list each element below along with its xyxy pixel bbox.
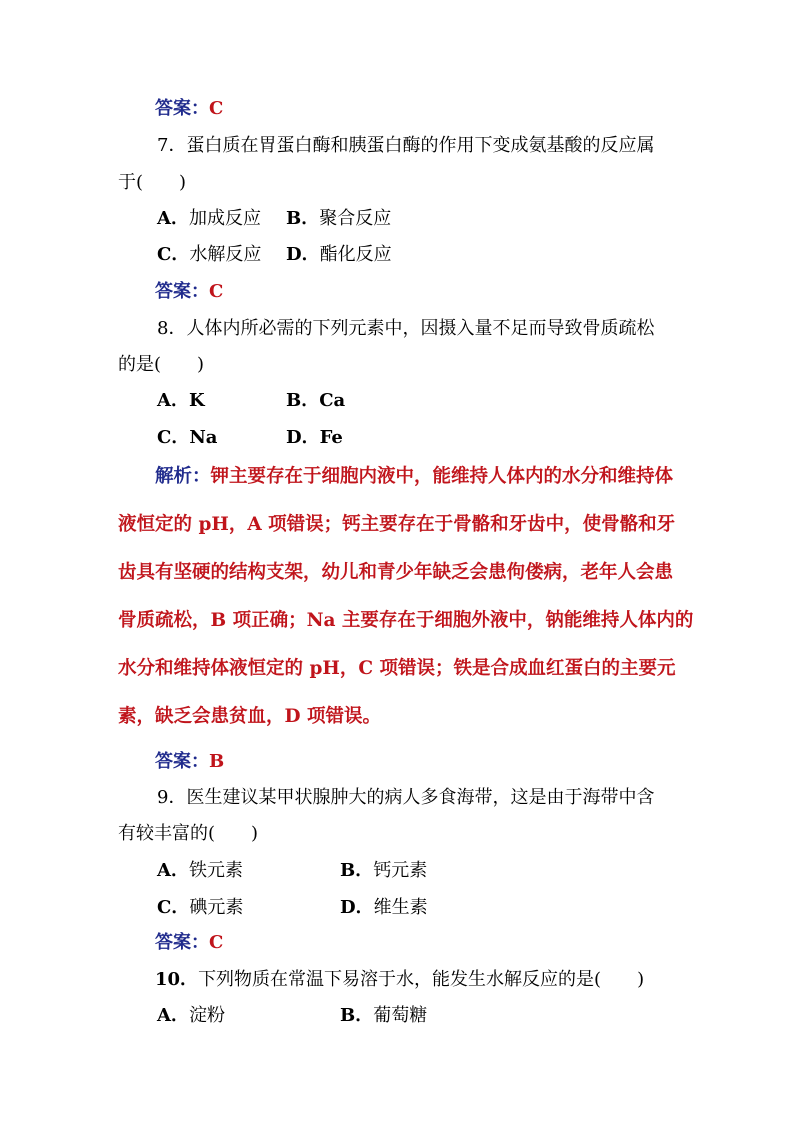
q6-answer <box>155 97 223 121</box>
question-number: 8． <box>157 318 187 339</box>
option-letter: D． <box>340 897 374 918</box>
q7-option-b <box>286 207 391 231</box>
option-letter: D． <box>286 244 320 265</box>
question-number: 10． <box>155 969 199 990</box>
q9-answer <box>155 931 223 955</box>
option-letter: B． <box>286 208 320 229</box>
option-letter: D． <box>286 427 320 448</box>
option-text: 酯化反应 <box>319 244 392 265</box>
q10-option-a <box>157 1004 225 1028</box>
q8-option-b <box>286 389 345 413</box>
option-text: 维生素 <box>373 897 428 918</box>
explanation-text: 钾主要存在于细胞内液中，能维持人体内的水分和维持体 <box>210 466 674 487</box>
option-text: 碘元素 <box>189 897 244 918</box>
option-letter: B． <box>286 390 320 411</box>
q9-stem-line2: 有较丰富的( ) <box>118 823 259 844</box>
answer-label: 答案： <box>155 98 209 119</box>
q8-stem-line2: 的是( ) <box>118 354 205 375</box>
explanation-label: 解析： <box>155 466 211 487</box>
option-text: Na <box>189 427 218 448</box>
option-text: Ca <box>319 390 346 411</box>
answer-label: 答案： <box>155 932 209 953</box>
option-text: 淀粉 <box>188 1005 225 1026</box>
question-number: 9． <box>157 787 187 808</box>
q8-option-d <box>286 426 343 450</box>
option-letter: B． <box>340 860 374 881</box>
q7-stem-line2: 于( ) <box>118 172 187 193</box>
q8-explanation-line4: 骨质疏松，B 项正确；Na 主要存在于细胞外液中，钠能维持人体内的 <box>118 610 694 631</box>
option-text: 水解反应 <box>189 244 262 265</box>
option-letter: C． <box>157 244 190 265</box>
q9-option-c <box>157 896 243 920</box>
option-letter: A． <box>157 1005 189 1026</box>
question-stem: 下列物质在常温下易溶于水，能发生水解反应的是( ) <box>198 969 645 990</box>
option-letter: A． <box>157 390 189 411</box>
q8-explanation-line5: 水分和维持体液恒定的 pH，C 项错误；铁是合成血红蛋白的主要元 <box>118 658 676 679</box>
question-stem: 医生建议某甲状腺肿大的病人多食海带，这是由于海带中含 <box>186 787 655 808</box>
option-text: Fe <box>319 427 343 448</box>
answer-label: 答案： <box>155 281 209 302</box>
q9-option-a <box>157 859 243 883</box>
q8-explanation-line2: 液恒定的 pH，A 项错误；钙主要存在于骨骼和牙齿中，使骨骼和牙 <box>118 514 676 535</box>
q7-option-a <box>157 207 261 231</box>
question-stem: 人体内所必需的下列元素中，因摄入量不足而导致骨质疏松 <box>186 318 655 339</box>
q7-option-c <box>157 243 261 267</box>
answer-value: C <box>209 98 224 119</box>
question-stem: 蛋白质在胃蛋白酶和胰蛋白酶的作用下变成氨基酸的反应属 <box>186 135 655 156</box>
q8-option-c <box>157 426 217 450</box>
option-text: 钙元素 <box>373 860 428 881</box>
question-number: 7． <box>157 135 187 156</box>
option-letter: A． <box>157 860 189 881</box>
q8-stem-line1 <box>157 317 654 341</box>
option-text: 加成反应 <box>188 208 261 229</box>
q8-answer <box>155 750 224 774</box>
q8-option-a <box>157 389 205 413</box>
q7-option-d <box>286 243 392 267</box>
answer-value: C <box>209 932 224 953</box>
option-text: K <box>188 390 205 411</box>
option-letter: A． <box>157 208 189 229</box>
option-text: 聚合反应 <box>319 208 392 229</box>
q8-explanation-line6: 素，缺乏会患贫血，D 项错误。 <box>118 706 381 727</box>
q10-option-b <box>340 1004 427 1028</box>
q7-answer <box>155 280 223 304</box>
option-letter: B． <box>340 1005 374 1026</box>
q9-option-b <box>340 859 427 883</box>
q9-option-d <box>340 896 428 920</box>
q9-stem-line1 <box>157 786 654 810</box>
q8-explanation-line1 <box>155 465 673 489</box>
option-letter: C． <box>157 427 190 448</box>
answer-value: B <box>209 751 225 772</box>
answer-value: C <box>209 281 224 302</box>
option-letter: C． <box>157 897 190 918</box>
answer-label: 答案： <box>155 751 209 772</box>
q7-stem-line1 <box>157 134 654 158</box>
q10-stem-line1 <box>155 968 644 992</box>
option-text: 葡萄糖 <box>373 1005 428 1026</box>
option-text: 铁元素 <box>188 860 243 881</box>
q8-explanation-line3: 齿具有坚硬的结构支架，幼儿和青少年缺乏会患佝偻病，老年人会患 <box>118 562 674 583</box>
